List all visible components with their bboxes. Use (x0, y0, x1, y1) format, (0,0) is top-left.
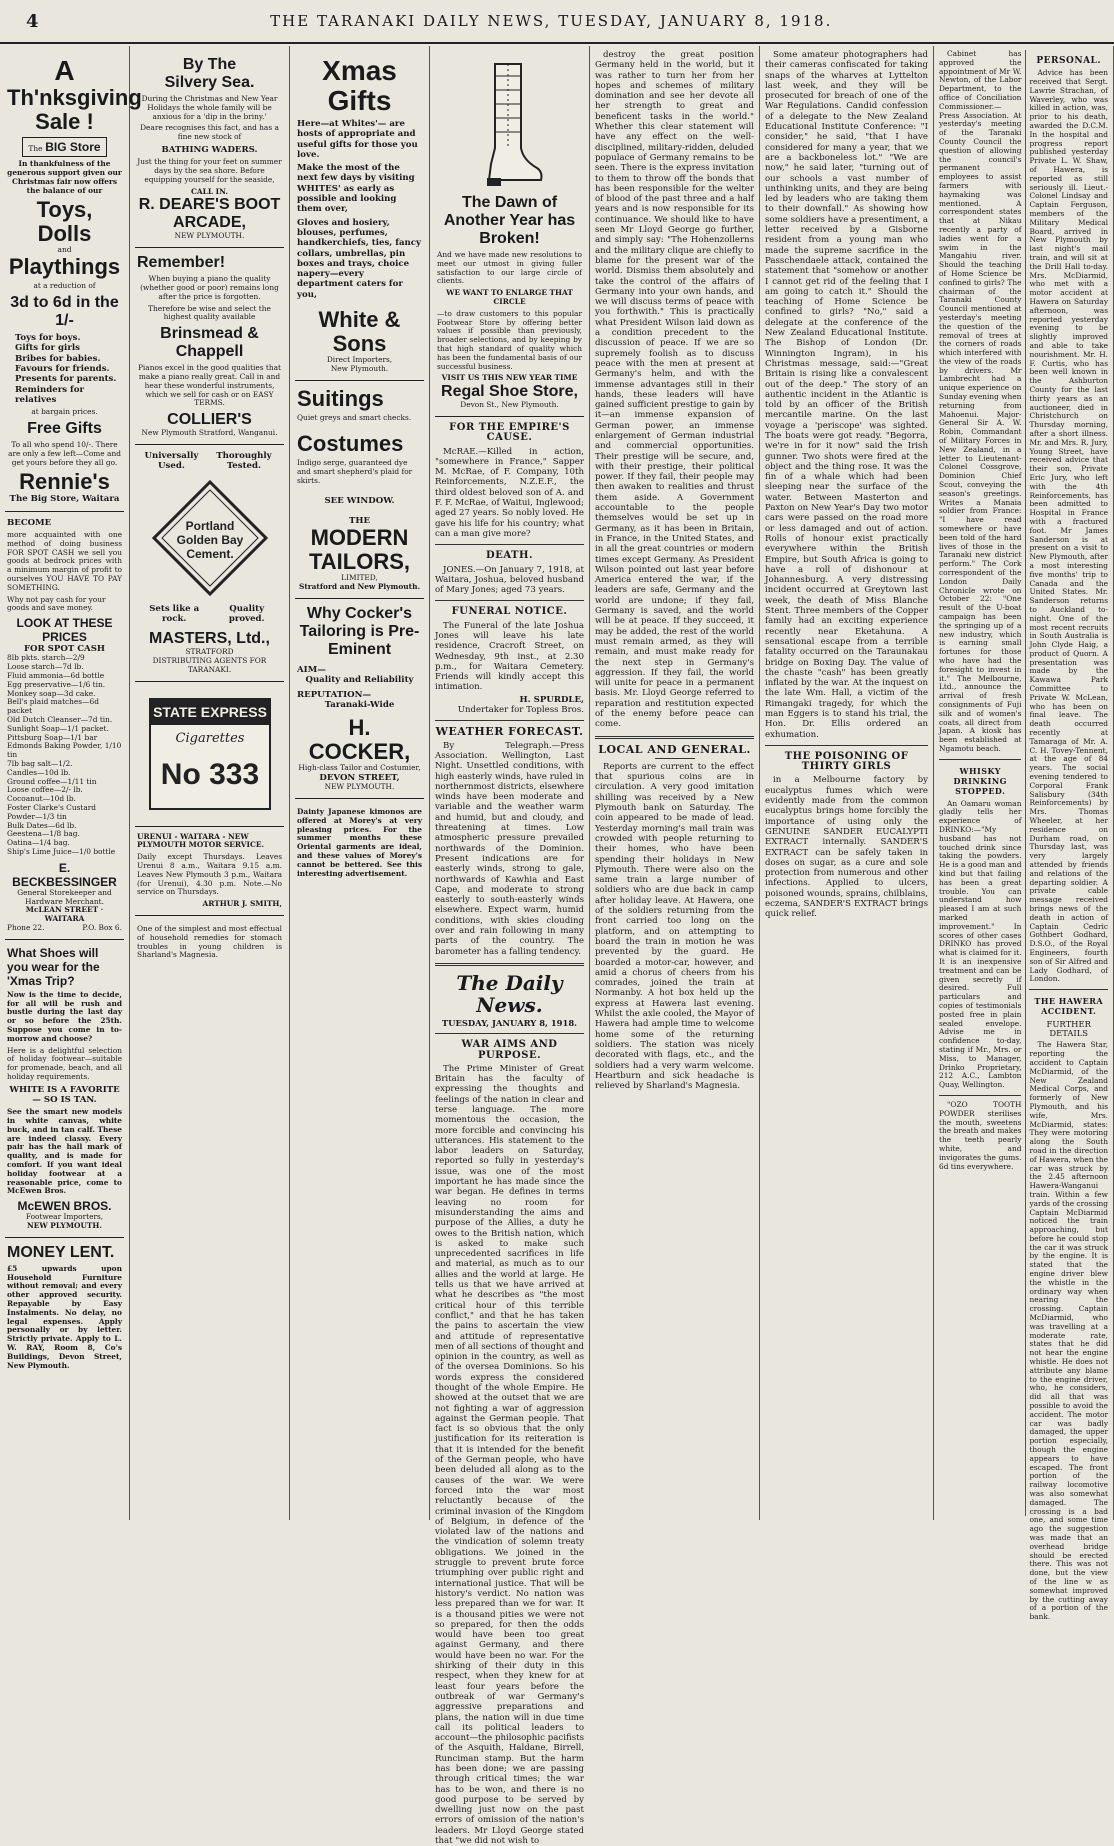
money-text: £5 upwards upon Household Furniture without removal; and every other approved security. Repayable by Easy Instalments. No delay, no legal expenses. Apply personally or by letter. Strictly private. Apply to L. W. RAY, Room 8, Co's Buildings, Devon Street, New Plymouth. (7, 1263, 122, 1370)
list-item: Gifts for girls (15, 343, 80, 354)
ozo-text: "OZO TOOTH POWDER sterilises the mouth, sweetens the breath and makes the teeth pearly white, and invigorates the gums. 6d tins everywhere. (939, 1099, 1022, 1171)
regal-p2: WE WANT TO ENLARGE THAT CIRCLE (446, 288, 573, 306)
col6-news-items: Some amateur photographers had their cameras confiscated for taking snaps of the wharves at Lyttelton last week, and they will be prosecuted for breach of one of the War Regulations. Candid confession of a delegate to the New Zealand Educational Institute Conference: "I consider," he said, "that I have considered for many a year, that we are a backboneless lot." "We are now," he said later, "turning out of our schools a vast number of unthinking units, and they are being led by leaders who are taking them to their downfall." As showing how some soldiers have a presentiment, a letter received by a Gisborne resident from a young man who made the supreme sacrifice in the Passchendaele attack, contained the statement that "somehow or another I cannot get rid of the feeling that I am going to catch it." Should the teaching of Home Science be confined to girls? "No," said a delegate at the conference of the New Zealand Educational Institute. The Bishop of London (Dr. Winnington Ingram), in his Christmas message, said:—"Great Britain is rising like a convalescent out of the deep." The story of an authentic incident in the Atlantic is told by an officer of the British mercantile marine. On the last voyage a 'periscope' was sighted. The boats were got ready. "Begorra, we're in for it now" said the Irish gunner. Two shots were fired at the object and the thing rose. It was the fin of a whale which had been sleeping near the surface of the water. Between Masterton and Paxton on New Year's Day two motor cars were passed on the road more or less damaged and out of action. Rolls of honour exist practically everywhere within the British Empire, but South Africa is going to have a roll of dishonour at Johannesburg. A very distressing incident occurred at Greytown last week, the death of Miss Blanche Stent. Three members of the Copper family had an exciting experience recently near Eketahuna. A sensational escape from a terrible fatality occurred on the Taraunakau bridge on Boxing Day. The value of the chaste "cash" has been greatly inflated by the war. At the inquest on the late Wm. Hall, a victim of the Rimangaki tragedy, for which the man Eggers is to stand his trial, the Hon. Dr. Ellis ordered an exhumation. (765, 50, 928, 740)
accident-sub: FURTHER DETAILS (1046, 1018, 1091, 1038)
col7-right-subcolumn (1025, 50, 1108, 1622)
brand-text: STATE EXPRESS (152, 703, 267, 720)
whites-sub: Direct Importers, (326, 355, 393, 365)
masters-town: STRATFORD (185, 647, 234, 657)
weather-heading: WEATHER FORECAST. (435, 725, 584, 739)
ad-title-thanksgiving: Th'nksgiving (7, 85, 142, 110)
number-text: No 333 (160, 757, 259, 791)
free-gifts-text: To all who spend 10/-. There are only a few left—Come and get yours before they all go. (8, 439, 121, 467)
poisoning-text: in a Melbourne factory by eucalyptus fumes which were evidently made from the common eucalyptus brings home forcibly the importance of using only the GENUINE SANDER EUCALYPTI EXTRACT internally. SANDER'S EXTRACT can be safely taken in doses on sugar, as a cure and sole protection from numerous and other infections. Applied to ulcers, poisoned wounds, sprains, chilblains, eczema, SANDER'S EXTRACT brings quick relief. (765, 775, 928, 920)
deare-p2: Deare recognises this fact, and has a fine new stock of (140, 123, 279, 142)
list-item: Monkey soap—3d cake. (7, 688, 96, 698)
regal-address: Devon St., New Plymouth. (460, 400, 559, 410)
list-item: Reminders for relatives (15, 384, 85, 405)
cocker-street: DEVON STREET, (319, 773, 400, 783)
war-aims-text: The Prime Minister of Great Britain has the faculty of expressing the thoughts and feelings of the nation in clear and terse language. The more momentous the occasion, the more forcible and convincing his utterances. His statement to the labor leaders on Saturday, reported so fully in yesterday's issue, was one of the most important he has made since the war began. He defines in terms leaving no room for misunderstanding the aims and purpose of the Allies, a duty he owes to the British nation, which is asked to make such unprecedented sacrifices in life and material, as much as to our allies and the world at large. He tells us that we have arrived at what he describes as "the most critical hour of this terrible conflict," and that he has taken the pains to ascertain the view and attitude of representative men of all sections of thought and opinion in the country, as well as of the oversea Dominions. So his words express the considered thought of the whole Empire. He showed at the outset that we are not fighting a war of aggression against the German people. That fact is so obvious that the only justification for its reiteration is that it is intended for the benefit of the German people, who have been deluded all along as to the causes of the war. We were forced into the war most reluctantly because of the criminal invasion of the Kingdom of Belgium, in defence of the violated law of the nations and the vindication of solemn treaty obligations. We joined in the struggle to prevent brute force triumphing over public right and international justice. That will be history's verdict. No nation was less prepared than we for war. It is a thousand pities we were not so prepared, for then the odds would have been too great against Germany, and there would have been no war. For the shirking of their duty in this respect, when they knew for at least four years before the outbreak of war Germany's aggressive preparations and plans, the nation will in due time call its political leaders to account—the philosophic pacifists of the Asquith, Haldane, Birrell, Runciman stamp. But the harm has been done; we are passing through critical times; the war has to be won, and there is no good purpose to be served by dwelling just now on the past errors of omission of the nation's leaders. Mr Lloyd George stated that "we did not wish to (435, 1063, 584, 1846)
deare-call: CALL IN. (191, 186, 228, 196)
col7-left-subcolumn (939, 50, 1021, 1516)
funeral-sig2: Undertaker for Topless Bros. (457, 705, 584, 716)
suitings-text: Quiet greys and smart checks. (297, 412, 412, 422)
motor-text: Daily except Thursdays. Leaves Urenui 8 a.m., Waitara 9.15 a.m. Leaves New Plymouth 3 p.m., Waitara (for Urenui), 4.30 p.m. Note.—No service on Thursdays. (137, 852, 282, 897)
list-item: 7lb bag salt—1/2. (7, 758, 73, 768)
boot-illustration (475, 60, 545, 190)
regal-name: Regal Shoe Store, (441, 383, 578, 401)
funeral-sig: H. SPURDLE, (519, 694, 584, 705)
masters-agents: DISTRIBUTING AGENTS FOR TARANAKI. (152, 656, 267, 674)
list-item: Bell's plaid matches—6d packet (7, 697, 99, 716)
modern-tailors-ad (295, 381, 424, 599)
masters-ad (135, 445, 284, 682)
aim-label: AIM— (297, 665, 326, 676)
tailors-towns: Stratford and New Plymouth. (298, 582, 421, 592)
cocker-headline: Why Cocker's Tailoring is Pre-Eminent (299, 605, 420, 659)
whites-town: New Plymouth. (330, 363, 389, 373)
whites-name: White & Sons (318, 307, 401, 357)
death-heading: DEATH. (486, 550, 533, 562)
list-item: Favours for friends. (15, 363, 110, 374)
list-item: Egg preservative—1/6 tin. (7, 679, 106, 689)
rep-label: REPUTATION— (297, 689, 372, 700)
deare-waders: BATHING WADERS. (161, 144, 258, 155)
cocker-ad (295, 599, 424, 799)
mcewen-p3: See the smart new models in white canvas, white buck, and in tan calf. These are indeed classy. Every pair has the hall mark of quality, and is made for comfort. If you want ideal holiday footwear at a reasonable price, come to McEwen Bros. (7, 1107, 122, 1196)
whites-ad (295, 50, 424, 381)
poisoning-heading: THE POISONING OF THIRTY GIRLS (784, 750, 909, 773)
list-item: Oatina—1/4 bag. (7, 838, 70, 848)
deare-p3: Just the thing for your feet on summer days by the sea shore. Before equipping yourself for the seaside, (137, 157, 282, 184)
rennies-ad (5, 50, 142, 512)
price-list (7, 654, 122, 856)
mcewen-white: WHITE IS A FAVORITE — SO IS TAN. (9, 1084, 120, 1105)
list-item: Loose starch—7d lb. (7, 662, 84, 672)
list-item: Cocoanut—10d lb. (7, 794, 76, 804)
diamond-line-2: Golden Bay (176, 532, 243, 547)
remember-heading: Remember! (137, 254, 226, 272)
cigarettes-text: Cigarettes (175, 730, 244, 746)
local-general-heading: LOCAL AND GENERAL. (598, 742, 751, 756)
weather-text: By Telegraph.—Press Association. Wellington, Last Night. Unsettled conditions, with high easterly winds, have ruled in northernmost districts, elsewhere winds have been moderate and variable and the weather warm and humid, but and cloudy, and threatening at times. Low atmospheric pressure prevailed northwards of the Dominion. Present indications are for easterly winds, strong to gale, northwards of Kawhia and East Cape, and moderate to strong easterly to south-easterly winds elsewhere. Expect warm, humid conditions, with skies clouding over and rain following in many parts of the country. The barometer has a falling tendency. (435, 740, 584, 957)
whisky-heading: WHISKY DRINKING STOPPED. (953, 765, 1007, 797)
collier-name: COLLIER'S (167, 411, 252, 429)
become-heading: BECOME (7, 517, 52, 528)
beck-pobox: P.O. Box 6. (82, 922, 122, 932)
aim-text: Quality and Reliability (305, 675, 414, 686)
brinsmead-name: Brinsmead & Chappell (160, 325, 259, 361)
page-header (0, 0, 1114, 44)
mcewen-ad (5, 940, 124, 1238)
rennies-intro: In thankfulness of the generous support given our Christmas fair now offers the balance of our (7, 159, 122, 195)
funeral-heading: FUNERAL NOTICE. (451, 606, 568, 618)
cocker-name: H. COCKER, (308, 715, 411, 765)
col7-news-items: Cabinet has approved the appointment of Mr W. Newton, of the Labor Department, to the office of Conciliation Commissioner.—Press Association. At yesterday's meeting of the Taranaki County Council the question of allowing the council's permanent employees to assist farmers with haymaking was mentioned. A correspondent states that at Nikau recently a party of ladies went for a swim in the Mangahiu river. Should the teaching of Home Science be confined to girls? The chairman of the Taranaki County Council mentioned at yesterday's meeting the question of the removal of trees at the corners of roads which interfered with the view of the roads by drivers. Mr Lambrecht had a unique experience on Sunday evening when returning from Mahoenui. Major-General Sir A. W. Robin, Commandant of Military Forces in New Zealand, in a letter to Lieutenant-Colonel Cossgrove, Dominion Chief Scout, conveying the season's greetings. Writes a Manaia soldier from France: "I have read somewhere or have been told of the hard lives of those in the Taranaki new district perform." The Cork correspondent of the London Daily Chronicle wrote on October 22: "One result of the U-boat campaign has been the springing up of a new industry, which is earning small fortunes for those who have had the foresight to invest in it." The Melbourne, Ltd., announce the arrival of fresh consignments of Fuji silk and of women's coats, all direct from Japan. A kiosk has been established at Ngamotu beach. (939, 49, 1022, 753)
regal-headline: The Dawn of Another Year has Broken! (443, 194, 576, 247)
daily-news-title: The Daily News. (456, 970, 563, 1017)
look-heading: LOOK AT THESE PRICES (16, 616, 113, 645)
cocker-trade: High-class Tailor and Costumier, (298, 763, 421, 773)
money-heading: MONEY LENT. (7, 1243, 115, 1261)
whites-intro: Here—at Whites'— are hosts of appropriate and useful gifts for those you love. (297, 119, 418, 160)
column-4 (430, 46, 590, 1846)
brins-text: When buying a piano the quality (whether good or poor) remains long after the price is forgotten. (140, 274, 279, 301)
state-express-ad (135, 682, 284, 827)
the-label: The (28, 144, 43, 153)
xmas-gifts-heading: Xmas Gifts (322, 55, 397, 116)
rennies-name: Rennie's (19, 469, 110, 495)
column-3 (290, 46, 430, 1520)
ad-title-a: A (54, 55, 75, 86)
list-item: 8lb pkts. starch—2/9 (7, 653, 85, 663)
rennies-store: The Big Store, Waitara (9, 494, 120, 505)
playthings-heading: Playthings (8, 254, 121, 280)
column-6 (760, 46, 934, 1520)
deare-town: NEW PLYMOUTH. (174, 231, 245, 241)
beck-phone: Phone 22. (7, 922, 45, 932)
ad-title-sale: Sale ! (35, 109, 94, 134)
regal-shoe-ad (435, 50, 584, 417)
accident-text: The Hawera Star, reporting the accident to Captain McDiarmid, of the New Zealand Medical Corps, and formerly of New Plymouth, and his wife, Mrs. McDiarmid, states: They were motoring along the South road in the direction of Hawera, when the car was struck by the 2.45 afternoon Hawera-Wanganui train. Within a few yards of the crossing Captain McDiarmid noticed the train approaching, but before he could stop the car it was struck by the engine. It is stated that the engine driver blew the whistle in the ordinary way when nearing the crossing. Captain McDiarmid, who was travelling at a moderate rate, states that he did not hear the engine whistle. He does not attribute any blame to the engine driver, who, he considers, did all that was possible to avoid the accident. The motor car was badly damaged, the upper portion especially, though the engine appears to have escaped. The front portion of the railway locomotive was also somewhat damaged. The crossing is a bad one, and some time ago the suggestion was made that an overhead bridge should be erected there. This was not done, but the view of the line w as somewhat improved by the cutting away of a portion of the bank. (1029, 1040, 1108, 1622)
empire-text: McRAE.—Killed in action, "somewhere in France," Sapper M. McRae, of F. Company, 10th Reinforcements, N.Z.E.F., the third oldest beloved son of A. and F. F. McRae, of Waitui, Inglewood; aged 27 years. So nobly loved. He gave his life for his country; what can a man give more? (435, 446, 584, 539)
list-item: Bulk Dates—6d lb. (7, 820, 77, 830)
deare-p1: During the Christmas and New Year Holidays the whole family will be anxious for a 'dip in the briny.' (141, 94, 278, 121)
column-2 (130, 46, 290, 1520)
free-gifts-heading: Free Gifts (27, 419, 102, 437)
list-item: Ground coffee—1/11 tin (7, 776, 97, 786)
cement-diamond-logo (150, 478, 270, 598)
bargain-label: at bargain prices. (31, 407, 98, 417)
personal-text: Advice has been received that Sergt. Lawrie Strachan, of Waverley, who was killed in action, was, prior to his death, awarded the D.C.M. In the hospital and progress report published yesterday Private L. W. Shaw, of Hawera, is reported as still seriously ill. Lieut.-Colonel Lindsay and Captain Ferguson, members of the Military Medical Board, arrived in New Plymouth by last night's mail train, and will sit at the Drill Hall to-day. Mrs. McDiarmid, who met with a motor accident at Hawera on Saturday afternoon, was reported yesterday evening to be slightly improved and able to take nourishment. Mr. H. F. Curtis, who has been well known in the Ashburton County for the last thirty years as an auctioneer, died in Christchurch on Thursday morning, after a short illness. Mr. and Mrs. R. Jury, Young Street, have received advice that their son, Private Eric Jury, who left with the 4th Reinforcements, has been admitted to Hospital in France with a fractured foot. Mr James Sanderson is at present on a visit to New Plymouth, after a most interesting five months' trip to Canada and the United States. Mr. Sanderson returns to Auckland to-night. One of the most recent recruits in South Australia is John Clyde Haig, a product of Quorn. A presentation was made by the Kawawa Park Committee to Private W. McLean, who has been on final leave. The death occurred recently at Tamaraga of Mr. A. C. H. Tovey-Tennent, at the age of 84 years. The social evening tendered to Corporal Frank Salisbury (34th Reinforcements) by Mrs. Thomas Wheeler, at her residence on Durham road, on Thursday last, was very largely attended by friends and relations of the departing soldier. A private cable message received brings news of the death in action of Captain Cedric Gothbert Godhard, D.S.O., of the Royal Engineers, fourth son of Sir Alfred and Lady Godhard, of London. (1029, 68, 1108, 984)
list-item: Foster Clarke's Custard Powder—1/3 tin (7, 802, 97, 821)
list-item: Bribes for babies. (15, 353, 101, 364)
price-heading: 3d to 6d in the 1/- (10, 294, 119, 330)
list-item: Ship's Lime Juice—1/0 bottle (7, 846, 116, 856)
the-label: THE (348, 516, 371, 527)
list-item: Candles—10d lb. (7, 767, 71, 777)
cocker-town: NEW PLYMOUTH. (324, 782, 395, 792)
page-number: 4 (26, 10, 39, 32)
beck-trade: General Storekeeper and Hardware Merchant. (17, 887, 112, 906)
kimono-ad (295, 799, 424, 887)
rep-text: Taranaki-Wide (324, 699, 395, 710)
collier-ad (135, 248, 284, 445)
beck-intro: more acquainted with one method of doing business FOR SPOT CASH we sell you goods at bedrock prices with a minimum margin of profit to ourselves YOU HAVE TO PAY SOMETHING. (7, 529, 122, 592)
tested-label: Thoroughly Tested. (216, 451, 272, 472)
gift-list (7, 333, 122, 405)
brins-p3: Pianos excel in the good qualities that make a piano really great. Call in and hear these wonderful instruments, which we sell for cash or on EASY TERMS. (137, 363, 282, 408)
whites-p3: Gloves and hosiery, blouses, perfumes, handkerchiefs, ties, fancy collars, umbrellas, pin boxes and trays, choice napery—every department caters for you, (297, 217, 422, 300)
big-store-label: BIG Store (45, 140, 101, 154)
limited-label: LIMITED, (341, 573, 378, 583)
suitings-heading: Suitings (297, 385, 384, 411)
quality-label: Quality proved. (228, 603, 265, 624)
death-text: JONES.—On January 7, 1918, at Waitara, Joshua, beloved husband of Mary Jones; aged 73 years. (435, 564, 584, 596)
column-1 (0, 46, 142, 1520)
masters-name: MASTERS, Ltd., (149, 630, 270, 648)
diamond-line-3: Cement. (185, 546, 234, 561)
rock-label: Sets like a rock. (149, 603, 200, 624)
accident-heading: THE HAWERA ACCIDENT. (1034, 996, 1104, 1017)
regal-p1: And we have made new resolutions to meet our utmost in giving fuller satisfaction to our large circle of clients. (437, 250, 582, 286)
personal-heading: PERSONAL. (1036, 56, 1102, 66)
column-7 (934, 46, 1114, 1622)
daily-news-date: TUESDAY, JANUARY 8, 1918. (441, 1017, 578, 1028)
list-item: Edmonds Baking Powder, 1/10 tin (7, 741, 122, 760)
regal-p3: —to draw customers to this popular Footwear Store by offering better values if possible than previously, broader selections, and by keeping by that high standard of quality which has been the fundamental basis of our successful business. (437, 308, 582, 371)
toys-heading: Toys, Dolls (36, 197, 93, 247)
motor-title: URENUI - WAITARA - NEW PLYMOUTH MOTOR SERVICE. (137, 831, 265, 850)
sharland-ad (135, 916, 284, 969)
spot-cash-label: FOR SPOT CASH (23, 644, 106, 655)
brins-p2: Therefore be wise and select the highest quality available (148, 303, 271, 322)
reduction-label: at a reduction of (33, 281, 96, 291)
deare-name: R. DEARE'S BOOT ARCADE, (138, 196, 281, 232)
deare-sea: Silvery Sea. (164, 74, 255, 91)
list-item: Geestena—1/8 bag. (7, 829, 80, 839)
motor-service-ad (135, 827, 284, 916)
beck-address: McLEAN STREET · WAITARA (25, 905, 104, 924)
war-aims-continued: destroy the great position Germany held in the world, but it was rather to turn her from her hopes and schemes of military domination and see her devote all her strength to great and beneficent tasks in the world." Whether this clear statement will have any effect on the well-disciplined, military-ridden, deluded populace of Germany remains to be seen. There is the express invitation to them to throw off the bonds that has been responsible for the welter of blood of the past three and a half years and is now responsible for its continuance. We should like to have seen Mr Lloyd George go further, and simply say: "The Hohenzollerns and the military clique are chiefly to blame for the present war of the world. Dismiss them absolutely and take the control of the affairs of Germany into your own hands, and we will discuss terms of peace with you forthwith." This is practically what President Wilson laid down as a condition precedent to the discussion of peace. If we are so supremely foolish as to discuss peace with the men at present at Germany's helm, and with the immense advantages still in their hands, these leaders will have gained sufficient prestige to gain by it—an immense expansion of German power, an immense enlargement of German industrial and commercial opportunities. Their prestige will be secure, and, with their prestige, their political power. If they fail, their people may then awaken to realities and thrust them aside. A Government accountable to the people themselves would be set up in Germany, as it has been in Britain, in France, in the United States, and in all the great countries or modern times except Germany. As President Wilson pointed out last year before America entered the war, if the leaders are safe, Germany and the world are undone; if they fail, Germany is saved, and the world will be at peace. If they succeed, it may be added, the rest of the world must remain armed, as they will remain, and must make ready for the next step in Germany's aggression. If they fail, the world will unite for peace in a permanent basis. Mr. Lloyd George referred to reparation and restitution expected of the enemy before peace can come. (595, 50, 754, 730)
costumes-text: Indigo serge, guaranteed dye and smart shepherd's plaid for skirts. (297, 458, 413, 486)
see-window: SEE WINDOW. (324, 495, 395, 506)
modern-tailors-name: MODERN TAILORS, (308, 525, 411, 575)
column-5 (590, 46, 760, 1520)
mcewen-trade: Footwear Importers, (25, 1212, 104, 1222)
beckbessinger-ad (5, 512, 124, 940)
diamond-line-1: Portland (185, 518, 234, 533)
kimono-text: Dainty Japanese kimonos are offered at Morey's at very pleasing prices. For the summer months these Oriental garments are ideal, and these values of Morey's cannot be bettered. See this interesting advertisement. (297, 807, 422, 878)
beck-why: Why not pay cash for your goods and save money. (7, 594, 106, 613)
mcewen-headline: What Shoes will you wear for the 'Xmas Trip? (7, 945, 100, 988)
list-item: Fluid ammonia—6d bottle (7, 671, 105, 680)
sharland-text: One of the simplest and most effectual of household remedies for stomach troubles in young children is Sharland's Magnesia. (137, 923, 282, 960)
list-item: Old Dutch Cleanser—7d tin. (7, 714, 113, 724)
collier-towns: New Plymouth Stratford, Wanganui. (141, 428, 278, 438)
and-label: and (57, 245, 72, 255)
funeral-text: The Funeral of the late Joshua Jones will leave his late residence, Cracroft Street, on Wednesday, 9th inst., at 2.30 p.m., for Waitara Cemetery. Friends will kindly accept this intimation. (435, 620, 584, 693)
list-item: Loose coffee—2/- lb. (7, 785, 83, 795)
cigarette-pack-image (140, 694, 280, 814)
motor-name: ARTHUR J. SMITH, (202, 899, 282, 909)
beck-name: E. BECKBESSINGER (12, 860, 117, 889)
list-item: Pittsburg Soap—1/1 bar (7, 732, 98, 742)
whites-p2: Make the most of the next few days by visiting WHITES' as early as possible and looking them over, (297, 163, 415, 215)
mcewen-p1: Now is the time to decide, for all will be rush and bustle during the last day or so before the 25th. Suppose you come in to-morrow and choose? (7, 989, 122, 1043)
list-item: Toys for boys. (15, 333, 81, 344)
masthead: THE TARANAKI DAILY NEWS, TUESDAY, JANUARY 8, 1918. (270, 12, 833, 30)
empire-heading: FOR THE EMPIRE'S CAUSE. (449, 421, 570, 444)
used-label: Universally Used. (144, 451, 199, 472)
deare-ad (135, 50, 284, 248)
list-item: Presents for parents. (15, 374, 117, 385)
costumes-heading: Costumes (297, 431, 404, 457)
mcewen-p2: Here is a delightful selection of holiday footwear—suitable for promenade, beach, and all holiday requirements. (7, 1045, 122, 1081)
regal-visit: VISIT US THIS NEW YEAR TIME (441, 373, 578, 383)
mcewen-name: McEWEN BROS. (17, 1199, 112, 1214)
war-aims-heading: WAR AIMS AND PURPOSE. (461, 1039, 558, 1061)
list-item: Sunlight Soap—1/1 packet. (7, 723, 109, 733)
local-general-text: Reports are current to the effect that spurious coins are in circulation. A very good imitation shilling was received by a New Plymouth bank on Saturday. The coin appeared to be made of lead. Yesterday morning's mail train was crowded with people returning to their homes, who have been spending their holidays in New Plymouth. There were also on the same train a large number of soldiers who are due back in camp after holiday leave. At Hawera, one of the soldiers returning from the front carried too long on the platform, and on attempting to board the train in motion he was prevented by the guard. He boarded a motor-car, however, and amid a chorus of cheers from his comrades, joined the train at Normanby. A hot box held up the express at Hawera last evening. Whilst the axle cooled, the Mayor of Hawera had ample time to welcome home some of the returning soldiers. The station was nicely decorated with flags, etc., and the soldiers had a very warm welcome. Heartburn and sick headache is relieved by Sharland's Magnesia. (595, 761, 754, 1092)
deare-by: By The (182, 56, 237, 73)
money-lent-ad (5, 1238, 124, 1380)
whisky-text: An Oamaru woman gladly tells her experience of DRINKO:—"My husband has not touched drink since taking the powders. He is a good man and kind but that failing has been a great trouble. You can understand how pleased I am at such marked improvement." In scores of other cases DRINKO has proved what is claimed for it. It is an inexpensive treatment and can be given secretly if desired. Full particulars and copies of testimonials posted free in plain sealed envelope. Advise me in confidence to-day, stating if Mr., Mrs. or Miss, to Manager, Drinko Proprietary, 212 A.C., Lambton Quay, Wellington. (939, 798, 1022, 1090)
mcewen-town: NEW PLYMOUTH. (27, 1221, 102, 1231)
